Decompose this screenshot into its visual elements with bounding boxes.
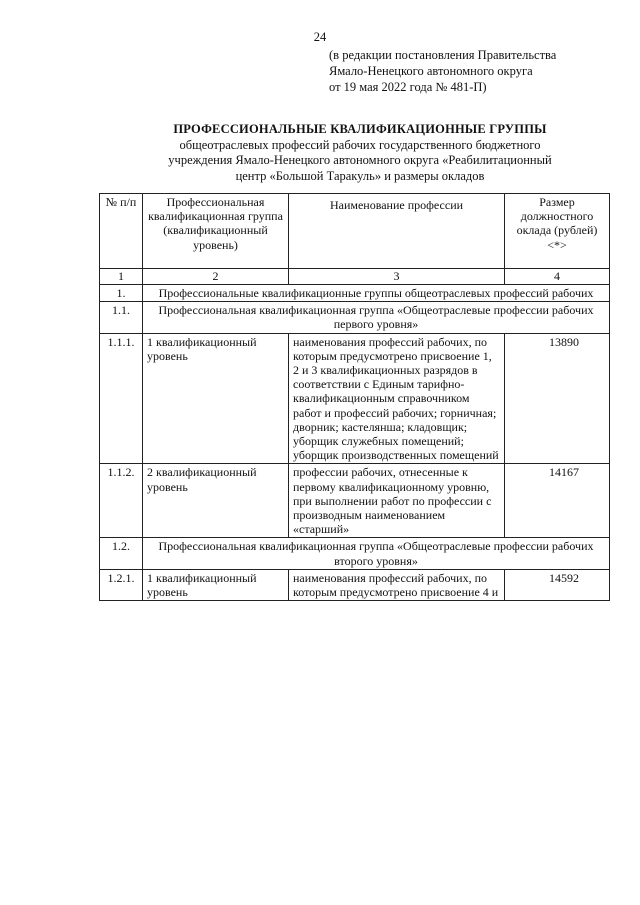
amendment-note-line: от 19 мая 2022 года № 481-П) xyxy=(329,80,487,94)
column-number: 4 xyxy=(505,269,610,285)
table-row-group xyxy=(100,285,610,302)
amendment-note xyxy=(329,47,629,95)
page-number: 24 xyxy=(313,30,327,44)
salary-table xyxy=(99,193,610,601)
row-number: 1.2.1. xyxy=(100,569,143,600)
amendment-note-line: (в редакции постановления Правительства xyxy=(329,48,557,62)
document-title xyxy=(80,122,640,184)
header-number: № п/п xyxy=(100,194,143,269)
title-main: ПРОФЕССИОНАЛЬНЫЕ КВАЛИФИКАЦИОННЫЕ ГРУППЫ xyxy=(173,122,547,136)
header-group: Профессиональная квалификационная группа (квалификационный уровень) xyxy=(143,194,289,269)
table-row-group xyxy=(100,538,610,569)
salary-value: 13890 xyxy=(505,333,610,464)
header-salary: Размер должностного оклада (рублей) <*> xyxy=(505,194,610,269)
row-number: 1.1.2. xyxy=(100,464,143,538)
group-title: Профессиональные квалификационные группы общеотраслевых профессий рабочих xyxy=(143,285,610,302)
header-profession: Наименование профессии xyxy=(289,194,505,269)
column-number: 3 xyxy=(289,269,505,285)
row-number: 1.1. xyxy=(100,302,143,333)
qualification-level: 2 квалификационный уровень xyxy=(143,464,289,538)
row-number: 1.2. xyxy=(100,538,143,569)
profession-names: наименования профессий рабочих, по которым предусмотрено присвоение 1, 2 и 3 квалификационных разрядов в соответствии с Единым тарифно-квалификационным справочником работ и профессий рабочих; горничная; дворник; кастелянша; кладовщик; уборщик служебных помещений; уборщик производственных помещений xyxy=(289,333,505,464)
title-sub-line: учреждения Ямало-Ненецкого автономного округа «Реабилитационный xyxy=(168,153,552,167)
salary-value: 14592 xyxy=(505,569,610,600)
salary-value: 14167 xyxy=(505,464,610,538)
profession-names: наименования профессий рабочих, по которым предусмотрено присвоение 4 и xyxy=(289,569,505,600)
table-header-row xyxy=(100,194,610,269)
row-number: 1. xyxy=(100,285,143,302)
title-sub-line: центр «Большой Таракуль» и размеры окладов xyxy=(235,168,485,183)
profession-names: профессии рабочих, отнесенные к первому квалификационному уровню, при выполнении работ по профессии с производным наименованием «старший» xyxy=(289,464,505,538)
qualification-level: 1 квалификационный уровень xyxy=(143,569,289,600)
table-row xyxy=(100,569,610,600)
column-number-row xyxy=(100,269,610,285)
qualification-level: 1 квалификационный уровень xyxy=(143,333,289,464)
title-sub-line: общеотраслевых профессий рабочих государственного бюджетного xyxy=(179,137,541,152)
column-number: 1 xyxy=(100,269,143,285)
table-row xyxy=(100,464,610,538)
table-row xyxy=(100,333,610,464)
group-title: Профессиональная квалификационная группа «Общеотраслевые профессии рабочих второго уровня» xyxy=(143,538,610,569)
row-number: 1.1.1. xyxy=(100,333,143,464)
group-title: Профессиональная квалификационная группа «Общеотраслевые профессии рабочих первого уровня» xyxy=(143,302,610,333)
column-number: 2 xyxy=(143,269,289,285)
table-row-group xyxy=(100,302,610,333)
amendment-note-line: Ямало-Ненецкого автономного округа xyxy=(329,64,533,78)
